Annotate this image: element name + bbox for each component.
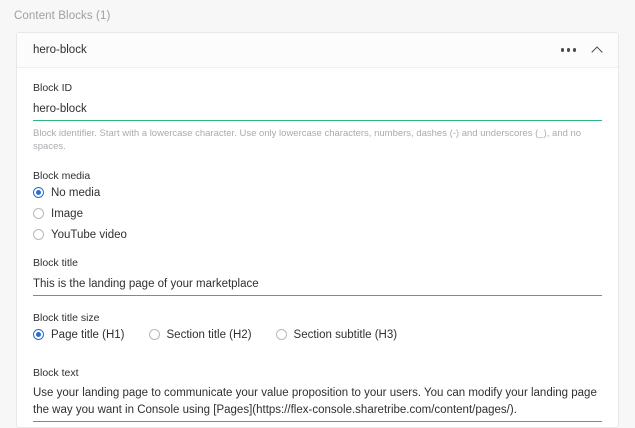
block-title-size-group xyxy=(33,312,602,341)
radio-icon xyxy=(276,329,287,340)
chevron-up-icon[interactable] xyxy=(592,44,604,56)
block-card-title: hero-block xyxy=(33,44,87,56)
block-id-input[interactable] xyxy=(33,102,602,121)
block-card-body xyxy=(17,68,618,427)
block-title-size-label: Block title size xyxy=(33,311,100,324)
block-text-input[interactable] xyxy=(33,384,602,422)
radio-icon xyxy=(149,329,160,340)
radio-icon xyxy=(33,229,44,240)
block-media-option-no-media[interactable] xyxy=(33,187,602,199)
block-text-field xyxy=(33,367,602,427)
more-options-icon[interactable] xyxy=(561,48,577,52)
radio-icon xyxy=(33,187,44,198)
block-title-size-option-label: Section title (H2) xyxy=(166,328,252,341)
block-id-label: Block ID xyxy=(33,82,73,94)
block-media-option-label: Image xyxy=(51,207,83,220)
block-title-size-option-h2[interactable] xyxy=(149,329,252,341)
block-title-size-option-h1[interactable] xyxy=(33,329,125,341)
block-media-option-youtube-video[interactable] xyxy=(33,229,602,241)
radio-icon xyxy=(33,208,44,219)
block-card-header-actions xyxy=(561,44,605,56)
block-media-label: Block media xyxy=(33,169,91,182)
block-title-field xyxy=(33,257,602,296)
block-media-option-label: No media xyxy=(51,186,101,199)
content-blocks-heading: Content Blocks (1) xyxy=(14,10,111,22)
block-text-label: Block text xyxy=(33,366,79,379)
block-title-label: Block title xyxy=(33,256,78,269)
block-media-option-image[interactable] xyxy=(33,208,602,220)
block-id-help: Block identifier. Start with a lowercase character. Use only lowercase characters, numbers, dashes (-) and underscores (_), and no spaces. xyxy=(33,128,582,152)
block-id-field xyxy=(33,82,602,154)
block-media-group xyxy=(33,170,602,241)
block-title-size-option-h3[interactable] xyxy=(276,329,398,341)
block-title-input[interactable] xyxy=(33,277,602,296)
block-card xyxy=(16,32,619,428)
radio-icon xyxy=(33,329,44,340)
block-title-size-option-label: Page title (H1) xyxy=(51,328,125,341)
spacer xyxy=(33,341,602,351)
block-title-size-option-label: Section subtitle (H3) xyxy=(293,328,398,341)
block-media-option-label: YouTube video xyxy=(51,228,127,241)
block-media-options xyxy=(33,187,602,241)
block-card-header xyxy=(17,33,618,68)
block-title-size-options xyxy=(33,329,602,341)
